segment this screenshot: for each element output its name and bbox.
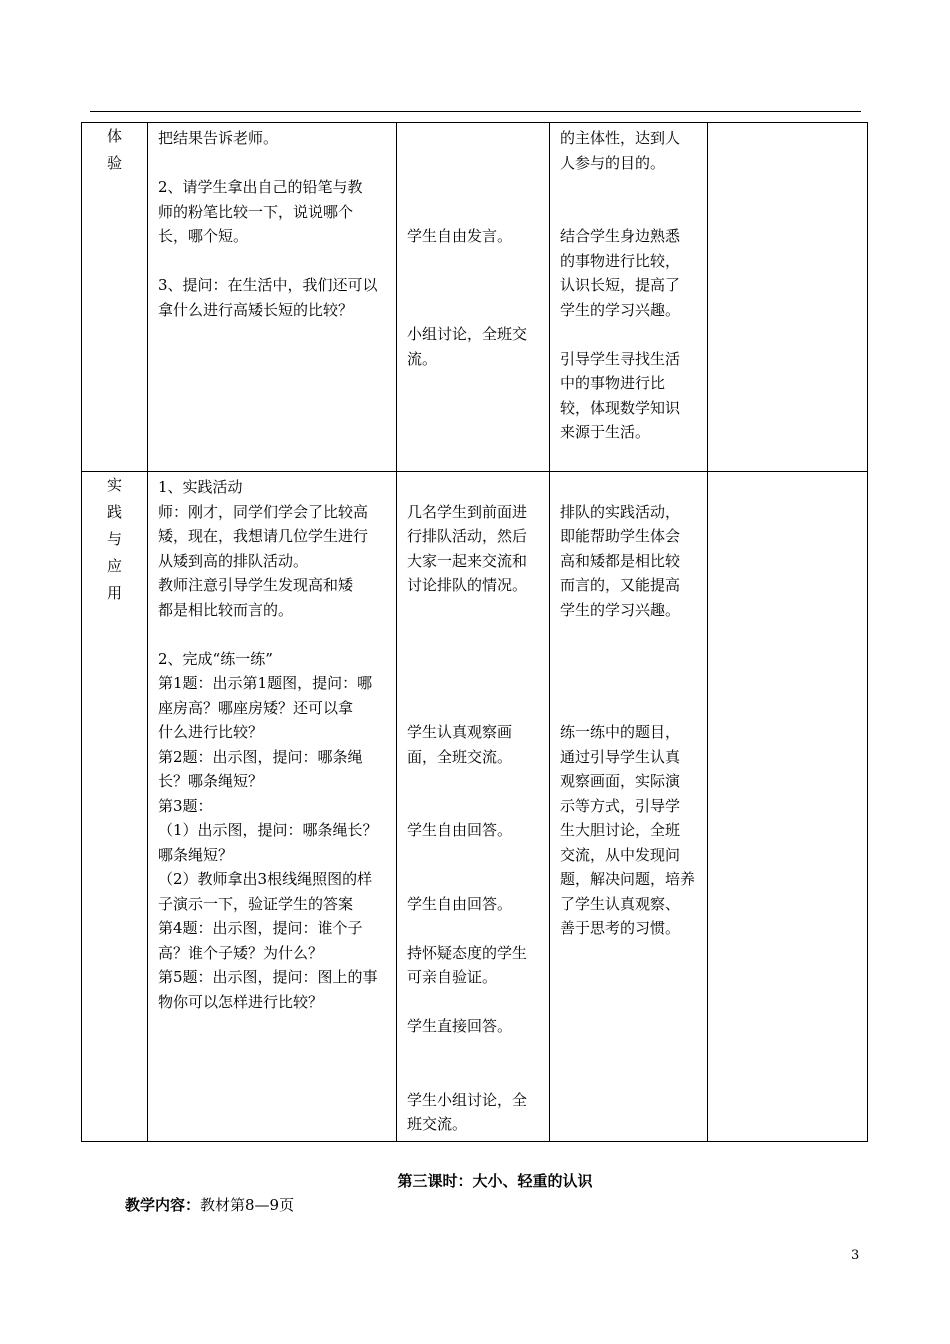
text-line [407,1039,541,1064]
text-line [407,1063,541,1088]
text-line: 面，全班交流。 [407,747,513,766]
text-line: 哪条绳短？ [158,845,234,864]
text-line: 都是相比较而言的。 [158,600,294,619]
text-line [407,298,541,323]
design-intent-cell [550,123,708,472]
student-activity-text [397,472,549,1141]
text-line [407,671,541,696]
text-line [407,769,541,794]
text-line: 学生自由发言。 [407,227,513,245]
text-line: 师：刚才，同学们学会了比较高 [158,502,369,521]
text-line: 学生直接回答。 [407,1017,513,1035]
text-line: 高？谁个子矮？为什么？ [158,943,324,962]
teaching-content-text: 教材第8—9页 [200,1196,295,1214]
text-line [560,175,699,200]
notes-text [708,123,867,130]
text-line [560,200,699,225]
text-line: 小组讨论，全班交 [407,325,528,343]
text-line: 讨论排队的情况。 [407,576,528,594]
text-line: 排队的实践活动， [560,502,681,521]
text-line: 第5题：出示图，提问：图上的事 [158,968,378,986]
text-line [407,249,541,274]
student-activity-cell [397,123,550,472]
text-line: 教师注意引导学生发现高和矮 [158,576,354,594]
text-line: 引导学生寻找生活 [560,349,681,368]
text-line [407,990,541,1015]
text-line [560,475,699,500]
text-line [560,696,699,721]
lesson-title-text: 第三课时：大小、轻重的认识 [397,1172,593,1190]
text-line: 生大胆讨论，全班 [560,821,681,839]
text-line [407,647,541,672]
text-line [407,175,541,200]
text-line [158,151,388,176]
text-line: 学生自由回答。 [407,894,513,913]
text-line: 学生自由回答。 [407,821,513,839]
text-line [407,598,541,623]
stage-char: 与 [106,530,122,548]
text-line: 流。 [407,349,438,368]
text-line: 结合学生身边熟悉 [560,227,681,245]
text-line: 认识长短，提高了 [560,276,681,294]
text-line: 了学生认真观察、 [560,894,681,913]
design-intent-text [550,123,707,449]
text-line: 高和矮都是相比较 [560,551,681,570]
text-line [407,794,541,819]
stage-char: 实 [106,476,122,494]
stage-cell-experience [82,123,148,472]
text-line: 矮，现在，我想请几位学生进行 [158,527,369,545]
text-line: 题，解决问题，培养 [560,870,696,888]
text-line: 3、提问：在生活中，我们还可以 [158,276,378,294]
text-line: 几名学生到前面进 [407,502,528,521]
text-line: 示等方式，引导学 [560,796,681,815]
teacher-activity-text [148,472,396,1018]
notes-cell [708,472,868,1142]
text-line: 把结果告诉老师。 [158,129,279,147]
text-line [560,671,699,696]
stage-char: 验 [106,154,122,172]
text-line: 2、请学生拿出自己的铅笔与教 [158,178,363,196]
text-line: 物你可以怎样进行比较？ [158,992,324,1011]
text-line [407,475,541,500]
stage-char: 践 [106,503,122,521]
text-line: 即能帮助学生体会 [560,527,681,545]
text-line: 的主体性，达到人 [560,129,681,147]
text-line: 1、实践活动 [158,478,243,496]
text-line [560,322,699,347]
lesson-plan-table [81,122,868,1142]
text-line [407,273,541,298]
text-line: （1）出示图，提问：哪条绳长？ [158,821,378,839]
text-line [158,622,388,647]
notes-cell [708,123,868,472]
text-line: 座房高？哪座房矮？还可以拿 [158,698,354,717]
text-line: 持怀疑态度的学生 [407,943,528,962]
text-line: 2、完成“练一练” [158,649,273,668]
text-line [158,249,388,274]
text-line: 长，哪个短。 [158,227,249,245]
text-line: 练一练中的题目， [560,723,681,741]
text-line [560,647,699,672]
text-line: 可亲自验证。 [407,968,498,986]
text-line: 的事物进行比较， [560,251,681,270]
header-rule [90,111,861,112]
text-line: 人参与的目的。 [560,153,666,172]
design-intent-text [550,472,707,945]
text-line: 大家一起来交流和 [407,551,528,570]
text-line: 学生的学习兴趣。 [560,300,681,319]
notes-text [708,472,867,479]
text-line: 中的事物进行比 [560,374,666,392]
text-line: 而言的，又能提高 [560,576,681,594]
teacher-activity-text [148,123,396,326]
stage-label [107,472,122,607]
text-line: 班交流。 [407,1115,468,1133]
text-line [407,916,541,941]
text-line: 师的粉笔比较一下，说说哪个 [158,202,354,221]
student-activity-text [397,123,549,375]
stage-char: 应 [106,557,122,575]
text-line: 观察画面，实际演 [560,772,681,790]
table-row-experience [82,123,868,472]
teaching-content-label: 教学内容： [125,1196,201,1214]
text-line: 拿什么进行高矮长短的比较？ [158,300,354,319]
page-number: 3 [851,1248,860,1263]
text-line: 交流，从中发现问 [560,845,681,864]
text-line: 学生小组讨论，全 [407,1090,528,1109]
stage-char: 用 [106,584,122,602]
text-line: 从矮到高的排队活动。 [158,551,309,570]
text-line [407,867,541,892]
text-line: 行排队活动，然后 [407,527,528,545]
text-line: 通过引导学生认真 [560,747,681,766]
text-line: 善于思考的习惯。 [560,919,681,937]
stage-label [107,123,122,177]
teacher-activity-cell [148,472,397,1142]
text-line: （2）教师拿出3根线绳照图的样 [158,870,373,888]
lesson-title [0,1170,950,1191]
text-line: 什么进行比较？ [158,723,264,741]
design-intent-cell [550,472,708,1142]
stage-cell-practice [82,472,148,1142]
teaching-content [125,1194,294,1215]
teacher-activity-cell [148,123,397,472]
text-line: 第1题：出示第1题图，提问：哪 [158,674,373,692]
text-line [407,696,541,721]
text-line: 第4题：出示图，提问：谁个子 [158,919,363,937]
text-line: 来源于生活。 [560,423,651,441]
text-line: 长？哪条绳短？ [158,772,264,790]
text-line [407,126,541,151]
text-line: 学生认真观察画 [407,723,513,741]
text-line [560,622,699,647]
student-activity-cell [397,472,550,1142]
text-line: 子演示一下，验证学生的答案 [158,894,354,913]
text-line: 较，体现数学知识 [560,398,681,417]
text-line [407,151,541,176]
text-line [407,622,541,647]
text-line: 第2题：出示图，提问：哪条绳 [158,747,363,766]
text-line [407,200,541,225]
text-line [407,843,541,868]
text-line: 学生的学习兴趣。 [560,600,681,619]
table-row-practice [82,472,868,1142]
stage-char: 体 [106,127,122,145]
text-line: 第3题： [158,796,213,815]
